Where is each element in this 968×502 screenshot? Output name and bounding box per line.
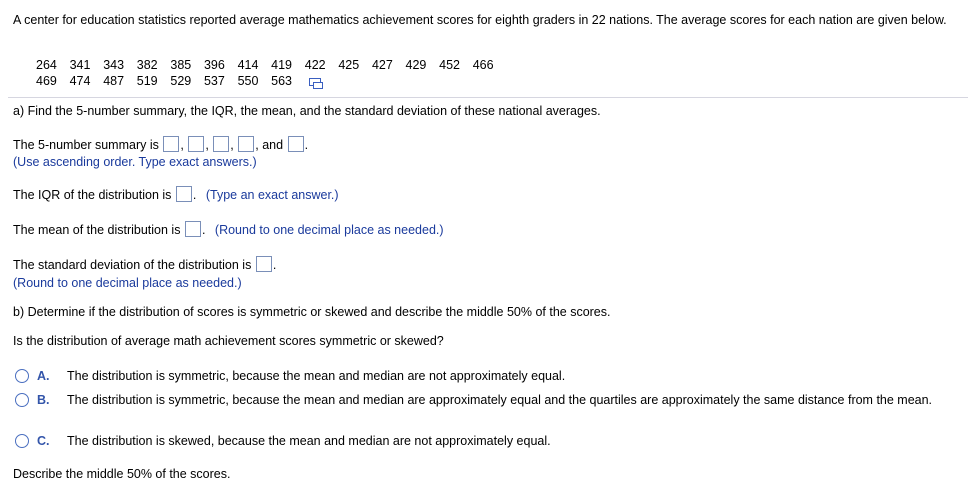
option-text: The distribution is symmetric, because the mean and median are not approximately equal.: [67, 369, 566, 383]
data-row: [36, 73, 506, 89]
sd-label: The standard deviation of the distribution is: [13, 258, 252, 272]
data-value: 529: [170, 74, 192, 88]
data-value: 343: [103, 58, 125, 72]
data-value: 419: [271, 58, 293, 72]
q3-input[interactable]: [238, 136, 254, 152]
sd-hint: (Round to one decimal place as needed.): [13, 276, 242, 290]
iqr-input[interactable]: [176, 186, 192, 202]
data-value: 414: [237, 58, 259, 72]
option-text: The distribution is symmetric, because the mean and median are approximately equal and the quartiles are approximately the same distance from the mean.: [67, 393, 933, 407]
option-a[interactable]: [15, 368, 937, 384]
data-value: 427: [371, 58, 393, 72]
part-b-question: Is the distribution of average math achievement scores symmetric or skewed?: [13, 334, 444, 348]
period: .: [192, 188, 197, 202]
option-c[interactable]: [15, 433, 937, 449]
iqr-line: [13, 186, 339, 202]
data-value: 466: [472, 58, 494, 72]
five-number-summary-line: [13, 136, 308, 152]
period: .: [304, 138, 309, 152]
data-value: 341: [69, 58, 91, 72]
divider: [8, 97, 968, 98]
data-value: 382: [136, 58, 158, 72]
data-value: 385: [170, 58, 192, 72]
five-num-label: The 5-number summary is: [13, 138, 159, 152]
option-b[interactable]: [15, 392, 937, 408]
part-b-prompt: b) Determine if the distribution of scores is symmetric or skewed and describe the middle 50% of the scores.: [13, 305, 611, 319]
radio-button[interactable]: [15, 393, 29, 407]
data-value: 563: [271, 74, 293, 88]
iqr-label: The IQR of the distribution is: [13, 188, 172, 202]
data-value: 396: [203, 58, 225, 72]
max-input[interactable]: [288, 136, 304, 152]
mean-line: [13, 221, 444, 237]
data-value: 422: [304, 58, 326, 72]
option-letter: B.: [37, 393, 50, 407]
data-value: 264: [36, 58, 57, 72]
radio-button[interactable]: [15, 434, 29, 448]
data-value: 469: [36, 74, 57, 88]
mean-label: The mean of the distribution is: [13, 223, 181, 237]
iqr-hint: (Type an exact answer.): [205, 188, 339, 202]
comma: ,: [205, 138, 209, 152]
comma: ,: [180, 138, 184, 152]
data-table: [36, 57, 506, 89]
data-row: [36, 57, 506, 73]
min-input[interactable]: [163, 136, 179, 152]
median-input[interactable]: [213, 136, 229, 152]
period: .: [201, 223, 206, 237]
q1-input[interactable]: [188, 136, 204, 152]
data-value: 519: [136, 74, 158, 88]
five-num-hint: (Use ascending order. Type exact answers.): [13, 155, 257, 169]
problem-intro: A center for education statistics reported average mathematics achievement scores for eighth graders in 22 nations. The average scores for each nation are given below.: [13, 13, 947, 27]
and-text: , and: [255, 138, 284, 152]
option-letter: C.: [37, 434, 50, 448]
data-value: 550: [237, 74, 259, 88]
option-text: The distribution is skewed, because the mean and median are not approximately equal.: [67, 434, 551, 448]
describe-prompt: Describe the middle 50% of the scores.: [13, 467, 231, 481]
data-value: 425: [338, 58, 360, 72]
option-letter: A.: [37, 369, 50, 383]
period: .: [272, 258, 277, 272]
part-a-prompt: a) Find the 5-number summary, the IQR, the mean, and the standard deviation of these national averages.: [13, 104, 601, 118]
data-value: 487: [103, 74, 125, 88]
comma: ,: [230, 138, 234, 152]
data-value: 452: [439, 58, 460, 72]
copy-data-icon[interactable]: [305, 73, 321, 89]
sd-input[interactable]: [256, 256, 272, 272]
data-value: 537: [203, 74, 225, 88]
data-value: 429: [405, 58, 427, 72]
mean-hint: (Round to one decimal place as needed.): [214, 223, 444, 237]
radio-button[interactable]: [15, 369, 29, 383]
data-value: 474: [69, 74, 91, 88]
sd-line: [13, 256, 276, 272]
mean-input[interactable]: [185, 221, 201, 237]
